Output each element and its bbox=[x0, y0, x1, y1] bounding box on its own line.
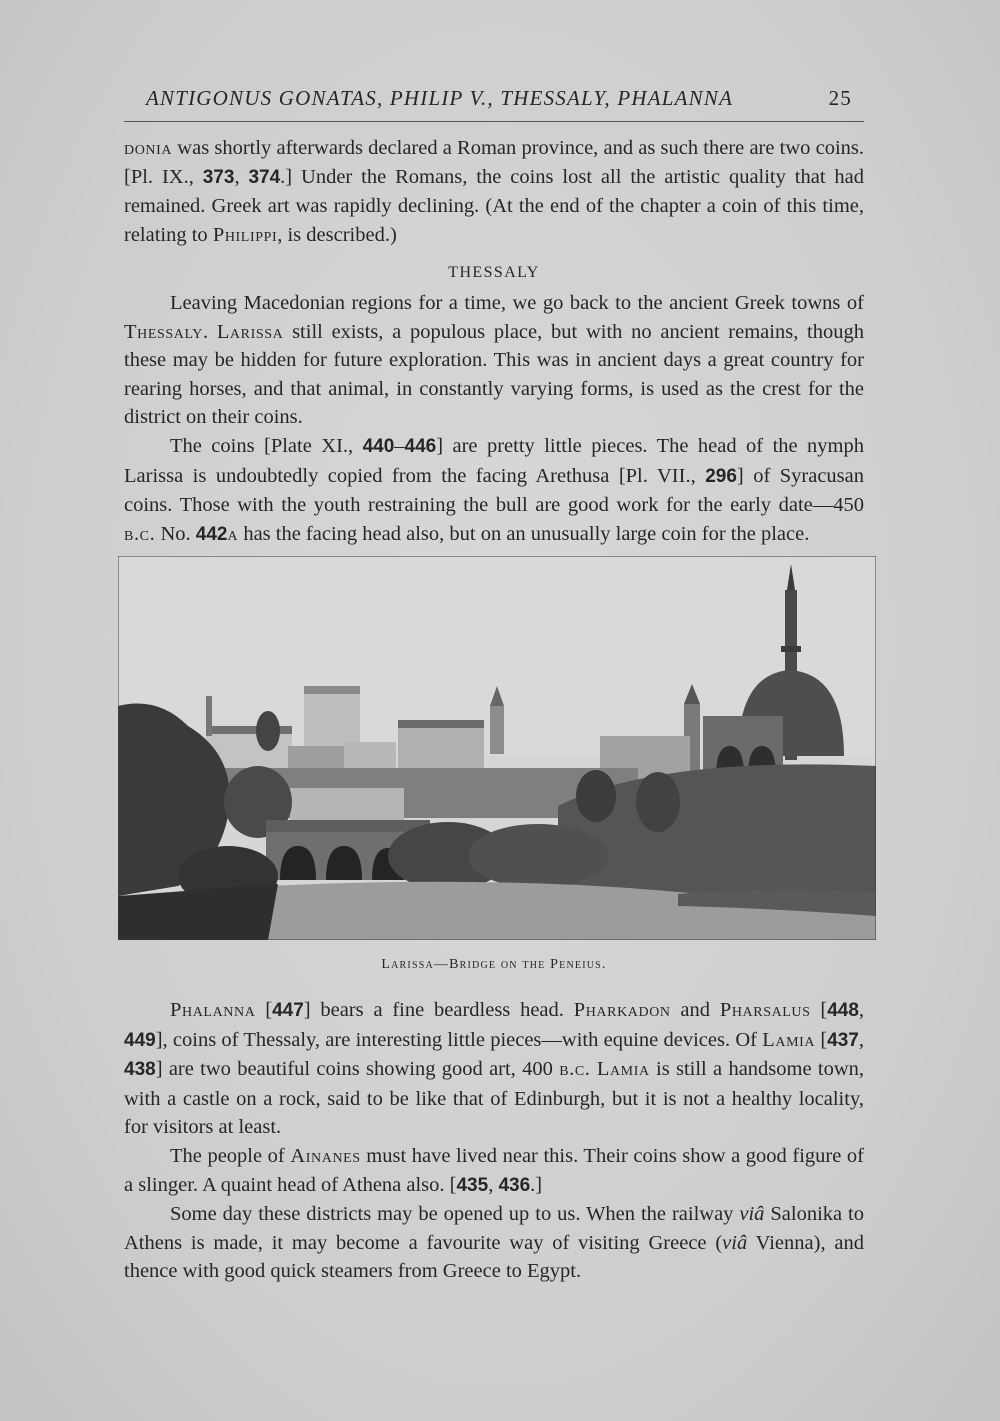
text-span: Larissa bbox=[216, 320, 284, 343]
text-span: Leaving Macedonian regions for a time, we go back to the ancient Greek towns of bbox=[170, 292, 864, 314]
plate-reference: 448 bbox=[827, 1000, 859, 1021]
text-span: still exists, a populous place, but with no ancient remains, though these may be hidden for future exploration. This was in ancient days a great country for rearing horses, and that animal, in constantly varying forms, is used as the crest for the district on their coins. bbox=[124, 320, 865, 429]
paragraph-thessaly bbox=[124, 289, 864, 549]
text-span: [ bbox=[255, 999, 273, 1021]
header-rule bbox=[124, 121, 864, 122]
text-span: The people of bbox=[170, 1144, 291, 1167]
text-span: .] Under the Romans, the coins lost all the artistic quality that had remained. Greek art was rapidly declining. (At the end of the chapter a coin of this time, relating to bbox=[124, 165, 865, 246]
text-span: Some day these districts may be opened up to us. When the railway bbox=[170, 1203, 740, 1226]
plate-reference: 437 bbox=[827, 1029, 859, 1051]
text-span: ] bears a fine beardless head. bbox=[303, 999, 574, 1021]
text-span: Salonika to Athens is made, it may become a favourite way of visiting Greece ( bbox=[124, 1203, 865, 1254]
text-span: ] are pretty little pieces. The head of the nymph Larissa is undoubtedly copied from the facing Arethusa [Pl. VII., bbox=[124, 434, 864, 487]
text-span: Thessaly bbox=[124, 320, 203, 343]
plate-reference: 436 bbox=[498, 1174, 531, 1196]
plate-reference: 374 bbox=[248, 166, 281, 188]
text-span: b.c. bbox=[559, 1058, 591, 1081]
text-span: Lamia bbox=[762, 1028, 816, 1051]
text-span: and bbox=[670, 999, 720, 1021]
text-span: , bbox=[858, 1028, 864, 1051]
text-span: , bbox=[234, 165, 249, 188]
plate-reference: 296 bbox=[705, 465, 737, 487]
text-span: The coins [Plate XI., bbox=[170, 434, 363, 457]
text-span: . bbox=[202, 320, 217, 343]
text-span: , is described.) bbox=[277, 223, 397, 246]
plate-reference: 442 bbox=[195, 523, 228, 545]
text-span: Pharkadon bbox=[573, 999, 671, 1021]
paragraph-macedonia bbox=[124, 134, 864, 249]
text-span: – bbox=[394, 434, 405, 457]
figure-caption: Larissa—Bridge on the Peneius. bbox=[381, 957, 607, 972]
text-span: ] of Syracusan coins. Those with the youth restraining the bull are good work for the early date—450 bbox=[124, 464, 865, 517]
plate-reference: 446 bbox=[404, 435, 437, 457]
text-span: , bbox=[858, 999, 865, 1021]
plate-reference: 440 bbox=[362, 435, 395, 457]
page-number: 25 bbox=[828, 86, 852, 110]
text-span: is still a handsome town, with a castle on a rock, said to be like that of Edinburgh, but it is not a healthy locality, for visitors at least. bbox=[124, 1058, 865, 1139]
text-span: viâ bbox=[722, 1231, 748, 1254]
plate-reference: 438 bbox=[124, 1059, 156, 1081]
paragraph-phalanna bbox=[124, 996, 864, 1286]
text-span: viâ bbox=[739, 1203, 765, 1226]
text-span: [ bbox=[810, 999, 828, 1021]
text-span: ], coins of Thessaly, are interesting little pieces—with equine devices. Of bbox=[155, 1028, 763, 1051]
text-span: Vienna), and thence with good quick steamers from Greece to Egypt. bbox=[124, 1231, 864, 1283]
running-head-title: ANTIGONUS GONATAS, PHILIP V., THESSALY, PHALANNA bbox=[146, 86, 734, 110]
text-span: b.c. bbox=[124, 522, 156, 545]
text-span: has the facing head also, but on an unusually large coin for the place. bbox=[238, 522, 810, 545]
text-span: No. bbox=[155, 522, 196, 545]
text-span: [ bbox=[815, 1028, 828, 1051]
plate-reference: 447 bbox=[272, 1000, 304, 1021]
text-span: Philippi bbox=[212, 223, 278, 246]
section-heading: THESSALY bbox=[448, 264, 540, 281]
plate-reference: 449 bbox=[124, 1029, 156, 1051]
text-span: must have lived near this. Their coins show a good figure of a slinger. A quaint head of Athena also. [ bbox=[124, 1144, 865, 1196]
plate-reference: 435 bbox=[456, 1174, 489, 1196]
text-span: a bbox=[227, 522, 239, 545]
text-span: was shortly afterwards declared a Roman province, and as such there are two coins. [Pl. IX., bbox=[124, 137, 864, 188]
larissa-bridge-photograph bbox=[118, 556, 876, 940]
text-span: Pharsalus bbox=[719, 999, 811, 1021]
text-span: ] are two beautiful coins showing good art, 400 bbox=[155, 1058, 560, 1081]
running-head bbox=[146, 86, 852, 111]
text-span: Lamia bbox=[596, 1058, 650, 1081]
text-span: Phalanna bbox=[170, 999, 256, 1021]
text-span: , bbox=[488, 1173, 499, 1196]
text-span: .] bbox=[530, 1173, 543, 1196]
text-span: Ainanes bbox=[290, 1144, 361, 1167]
plate-reference: 373 bbox=[202, 166, 235, 188]
text-span: donia bbox=[124, 137, 173, 159]
